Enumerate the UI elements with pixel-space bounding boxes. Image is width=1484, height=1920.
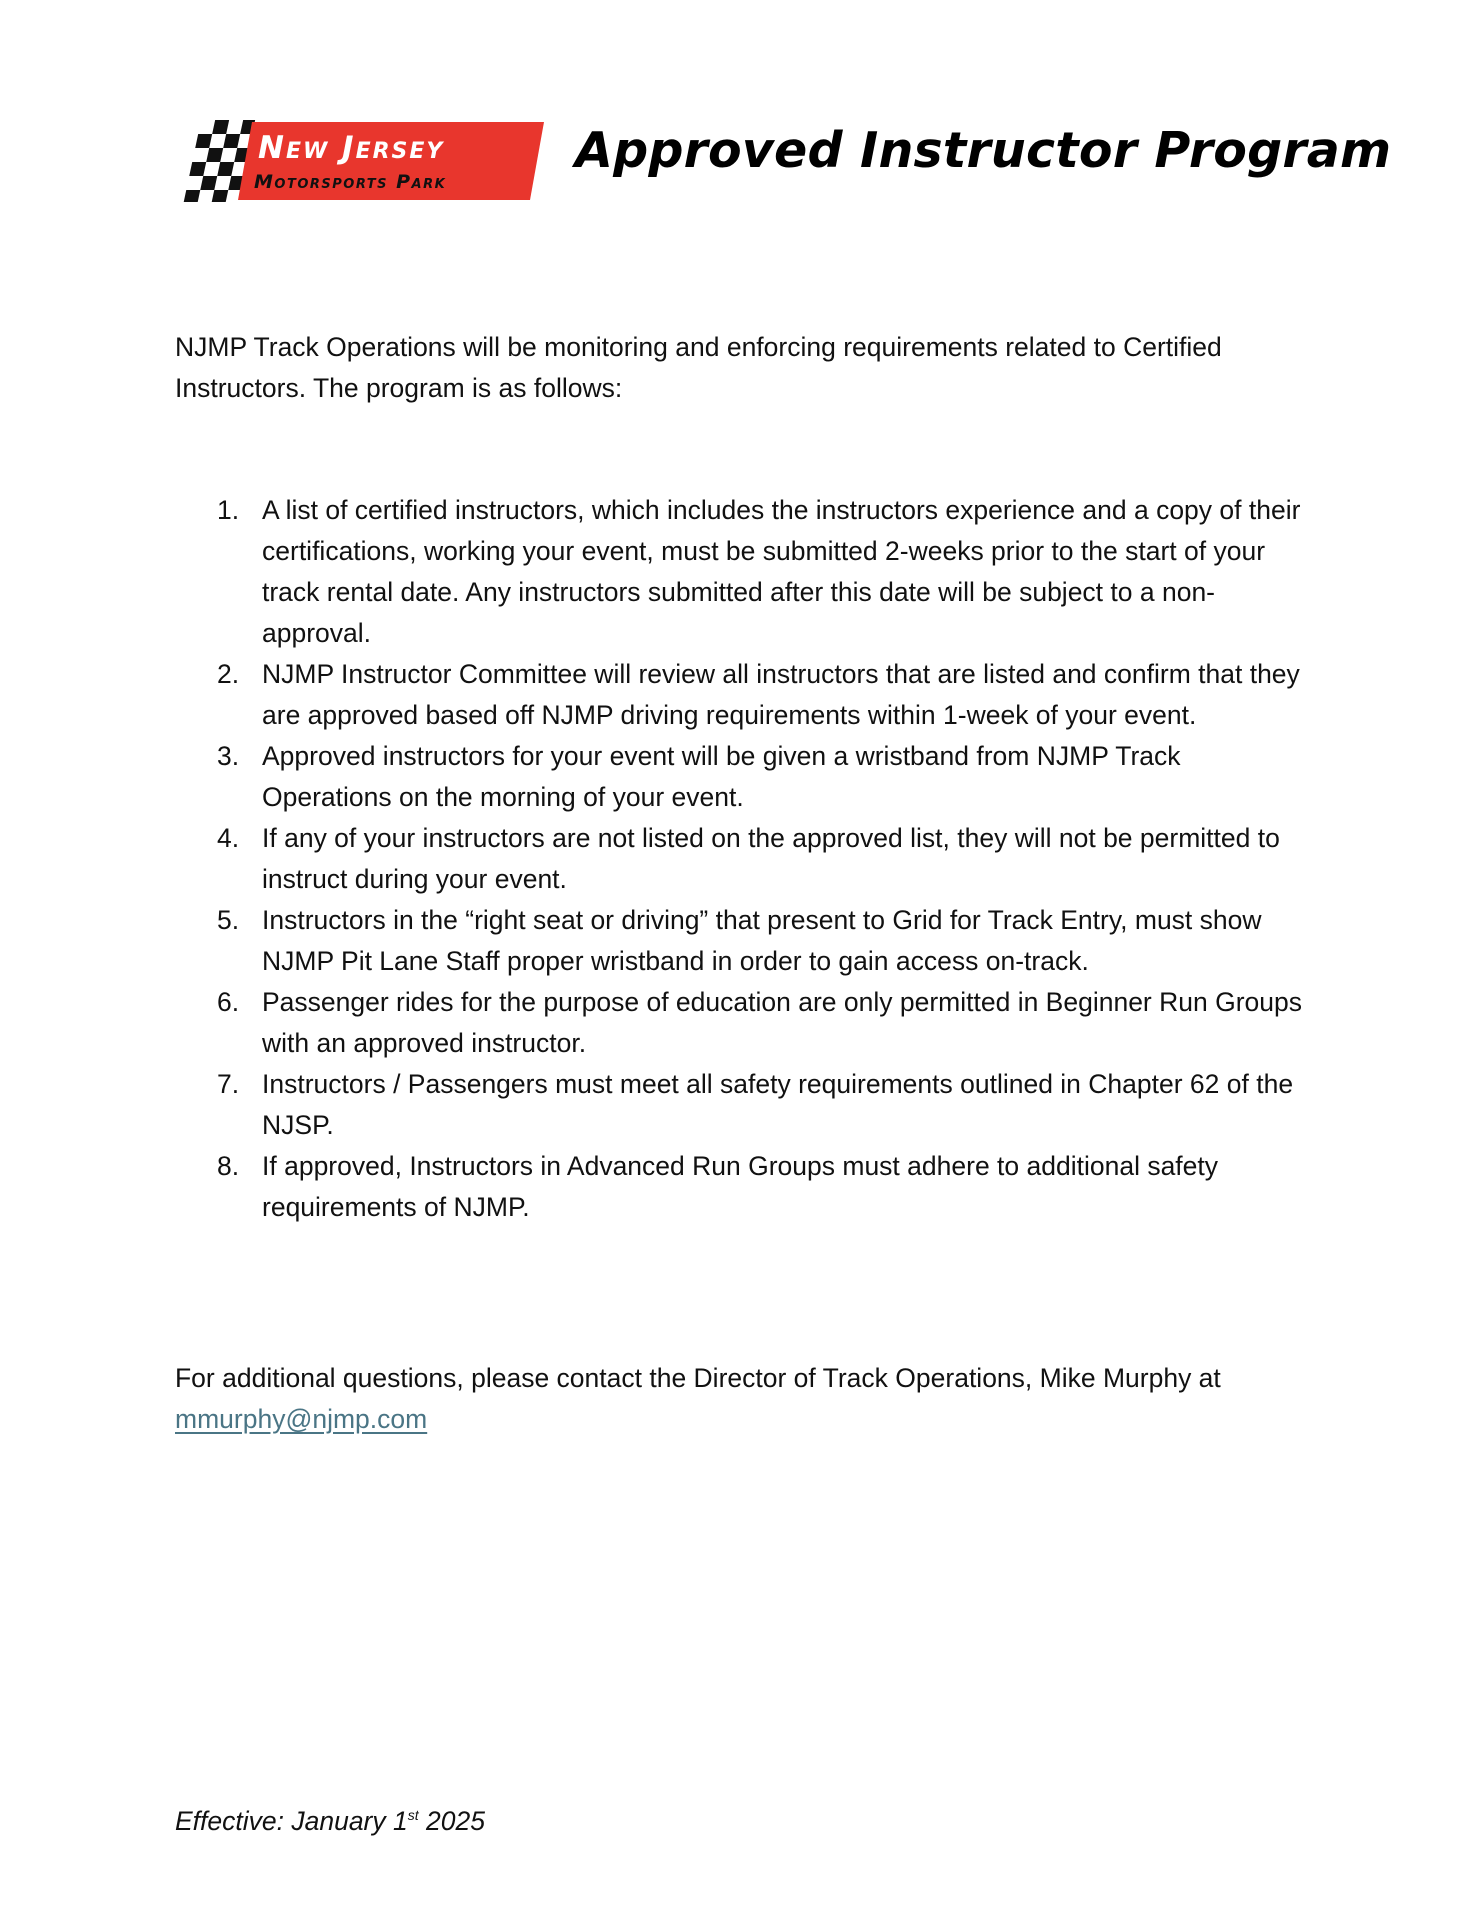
list-item-number: 2. (217, 659, 240, 689)
list-item-text: NJMP Instructor Committee will review all instructors that are listed and confirm that they are approved based off NJMP driving requirements within 1-week of your event. (262, 659, 1300, 730)
contact-email-link[interactable]: mmurphy@njmp.com (175, 1404, 428, 1434)
logo-line-2: Motorsports Park (254, 171, 447, 193)
list-item (175, 490, 1315, 654)
contact-text: For additional questions, please contact the Director of Track Operations, Mike Murphy at (175, 1363, 1221, 1393)
list-item (175, 1064, 1315, 1146)
list-item-text: Instructors / Passengers must meet all safety requirements outlined in Chapter 62 of the NJSP. (262, 1069, 1294, 1140)
list-item-text: If any of your instructors are not listed on the approved list, they will not be permitted to instruct during your event. (262, 823, 1280, 894)
list-item-number: 7. (217, 1069, 240, 1099)
list-item-text: Instructors in the “right seat or driving” that present to Grid for Track Entry, must show NJMP Pit Lane Staff proper wristband in order to gain access on-track. (262, 905, 1262, 976)
intro-paragraph: NJMP Track Operations will be monitoring and enforcing requirements related to Certified Instructors. The program is as follows: (175, 332, 1222, 403)
list-item-number: 4. (217, 823, 240, 853)
list-item-number: 3. (217, 741, 240, 771)
page-header (180, 110, 1392, 220)
contact-paragraph (175, 1358, 1315, 1440)
list-item-number: 8. (217, 1151, 240, 1181)
effective-date-ordinal: st (407, 1807, 419, 1823)
effective-date-year: 2025 (418, 1806, 485, 1836)
list-item-text: Passenger rides for the purpose of education are only permitted in Beginner Run Groups with an approved instructor. (262, 987, 1302, 1058)
list-item (175, 982, 1315, 1064)
list-item-number: 5. (217, 905, 240, 935)
list-item-number: 6. (217, 987, 240, 1017)
njmp-logo (180, 116, 544, 216)
requirements-list (175, 490, 1315, 1228)
list-item-number: 1. (217, 495, 240, 525)
effective-date (175, 1801, 485, 1842)
effective-date-prefix: Effective: January 1 (175, 1806, 408, 1836)
list-item (175, 1146, 1315, 1228)
list-item-text: Approved instructors for your event will be given a wristband from NJMP Track Operations on the morning of your event. (262, 741, 1181, 812)
page-title: Approved Instructor Program (575, 122, 1392, 179)
list-item (175, 654, 1315, 736)
list-item-text: If approved, Instructors in Advanced Run Groups must adhere to additional safety requirements of NJMP. (262, 1151, 1219, 1222)
list-item (175, 736, 1315, 818)
list-item (175, 900, 1315, 982)
logo-line-1: New Jersey (258, 130, 445, 166)
list-item-text: A list of certified instructors, which includes the instructors experience and a copy of their certifications, working your event, must be submitted 2-weeks prior to the start of your track rental date. Any instructors submitted after this date will be subject to a non-approval. (262, 495, 1301, 648)
list-item (175, 818, 1315, 900)
